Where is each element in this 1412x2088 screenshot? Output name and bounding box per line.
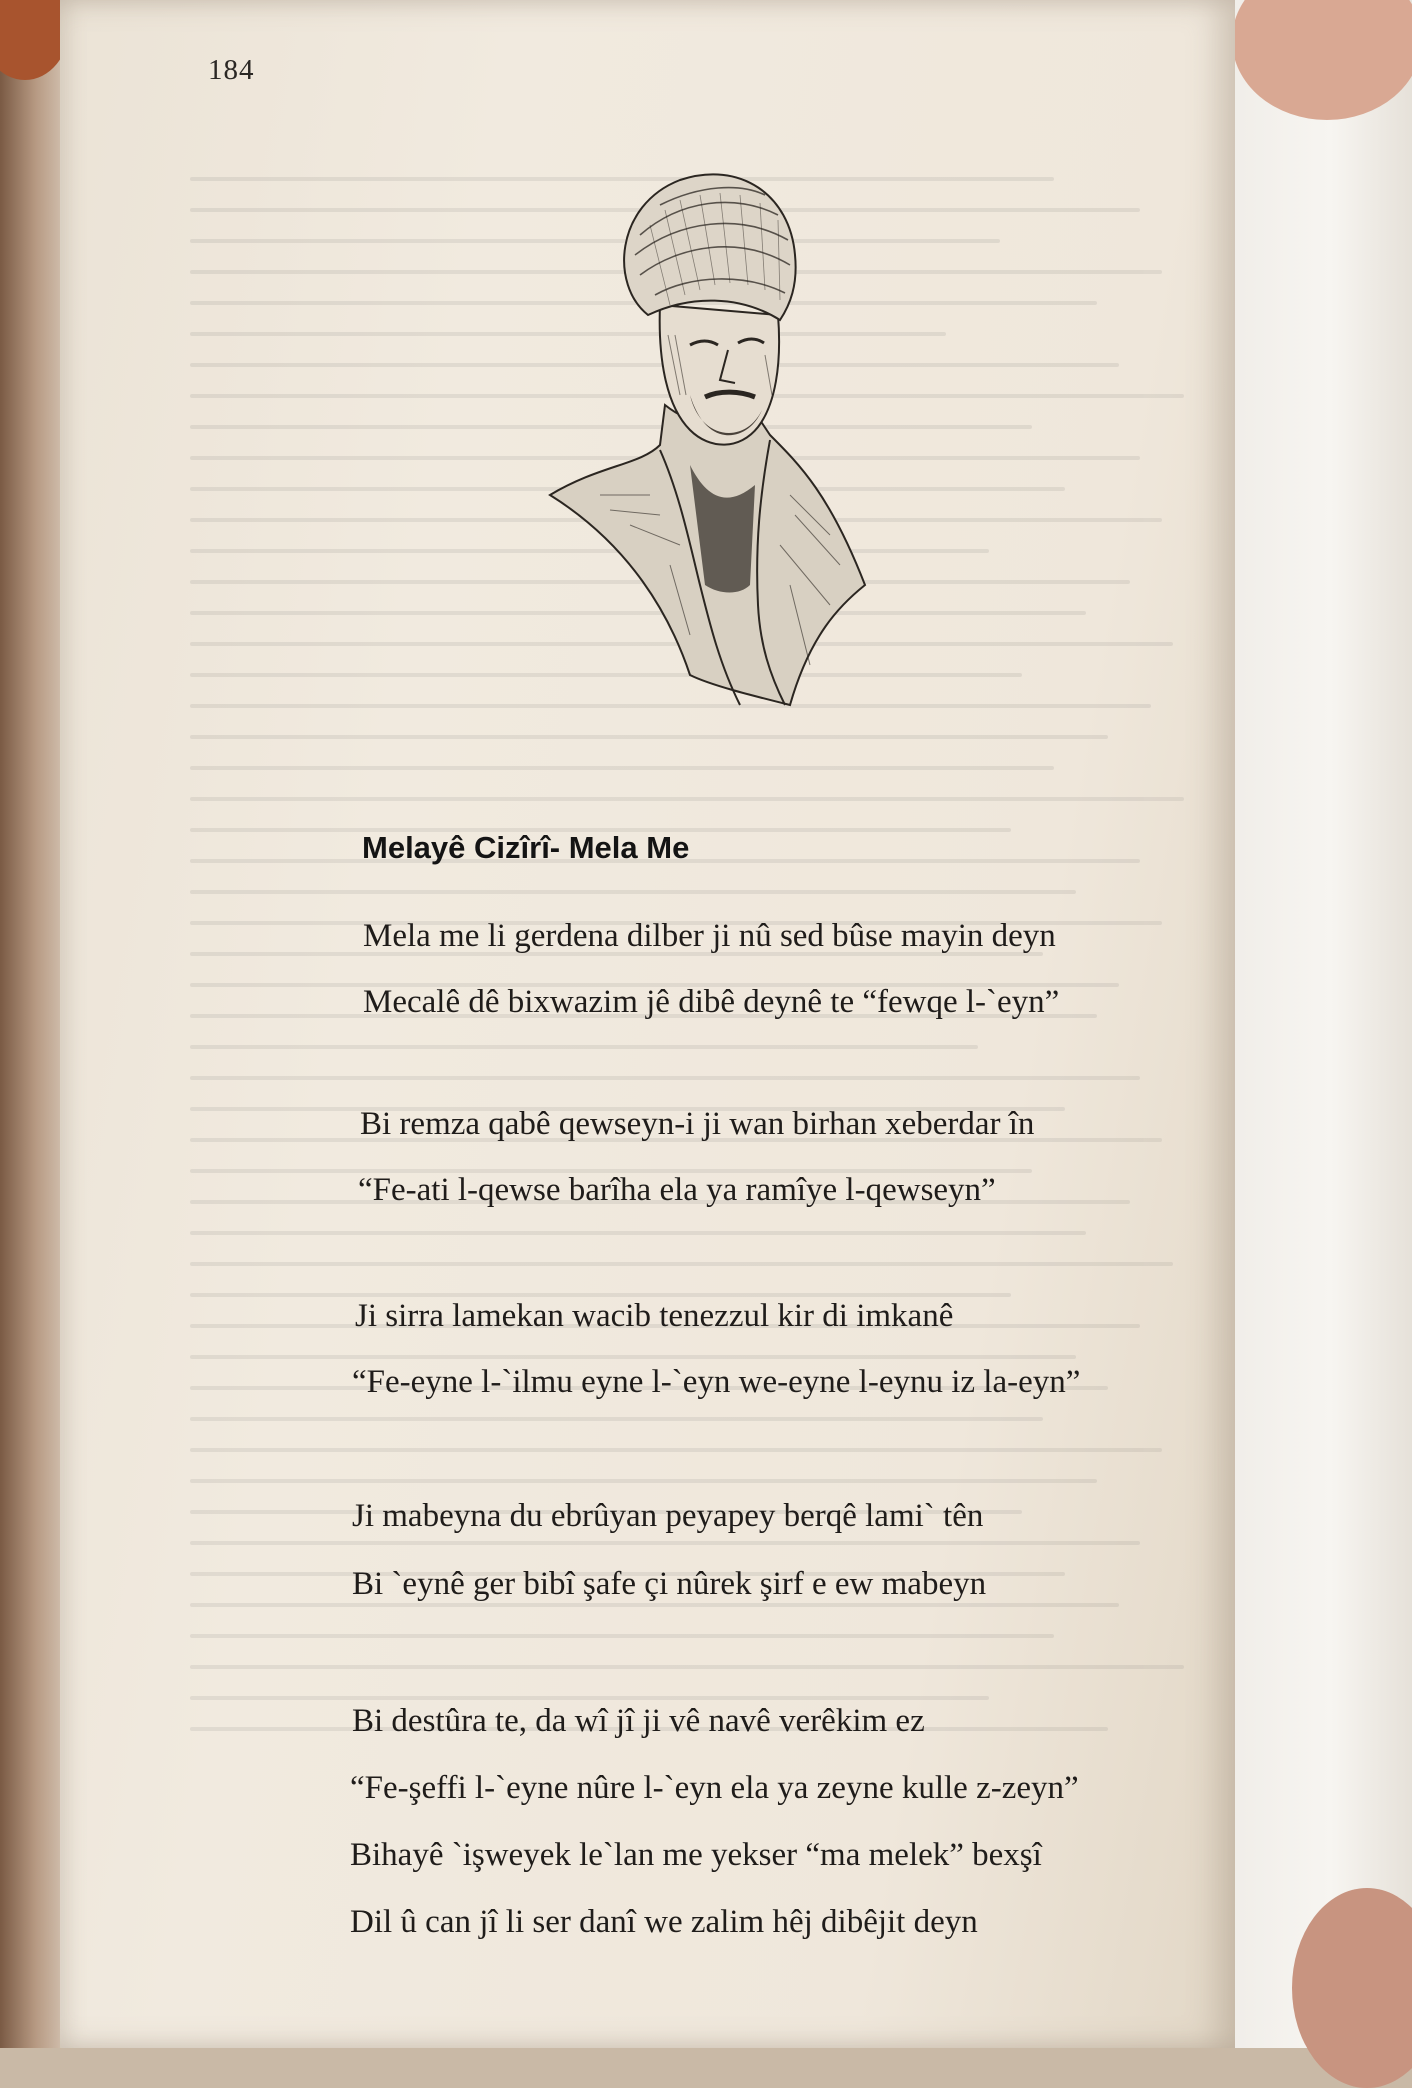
poem-title: Melayê Cizîrî- Mela Me [362,830,690,865]
verse-line: Ji mabeyna du ebrûyan peyapey berqê lami` tên [352,1498,984,1534]
verse-line: Mecalê dê bixwazim jê dibê deynê te “fewqe l-`eyn” [363,984,1060,1020]
verse-line: Mela me li gerdena dilber ji nû sed bûse mayin deyn [363,918,1056,954]
verse-line: “Fe-şeffi l-`eyne nûre l-`eyn ela ya zeyne kulle z-zeyn” [350,1770,1079,1806]
verse-line: “Fe-eyne l-`ilmu eyne l-`eyn we-eyne l-eynu iz la-eyn” [352,1364,1081,1400]
thumb-bottom-right [1292,1888,1412,2088]
verse-line: “Fe-ati l-qewse barîha ela ya ramîye l-qewseyn” [358,1172,996,1208]
finger-top-right [1232,0,1412,120]
engraved-portrait-icon [540,165,900,725]
verse-line: Bi destûra te, da wî jî ji vê navê verêkim ez [352,1703,925,1739]
verse-line: Ji sirra lamekan wacib tenezzul kir di imkanê [355,1298,954,1334]
verse-line: Bi `eynê ger bibî şafe çi nûrek şirf e ew mabeyn [352,1566,987,1602]
verse-line: Bihayê `işweyek le`lan me yekser “ma melek” bexşî [350,1837,1042,1873]
verse-line: Dil û can jî li ser danî we zalim hêj dibêjit deyn [350,1904,978,1940]
verse-line: Bi remza qabê qewseyn-i ji wan birhan xeberdar în [360,1106,1035,1142]
page-number: 184 [208,54,255,86]
